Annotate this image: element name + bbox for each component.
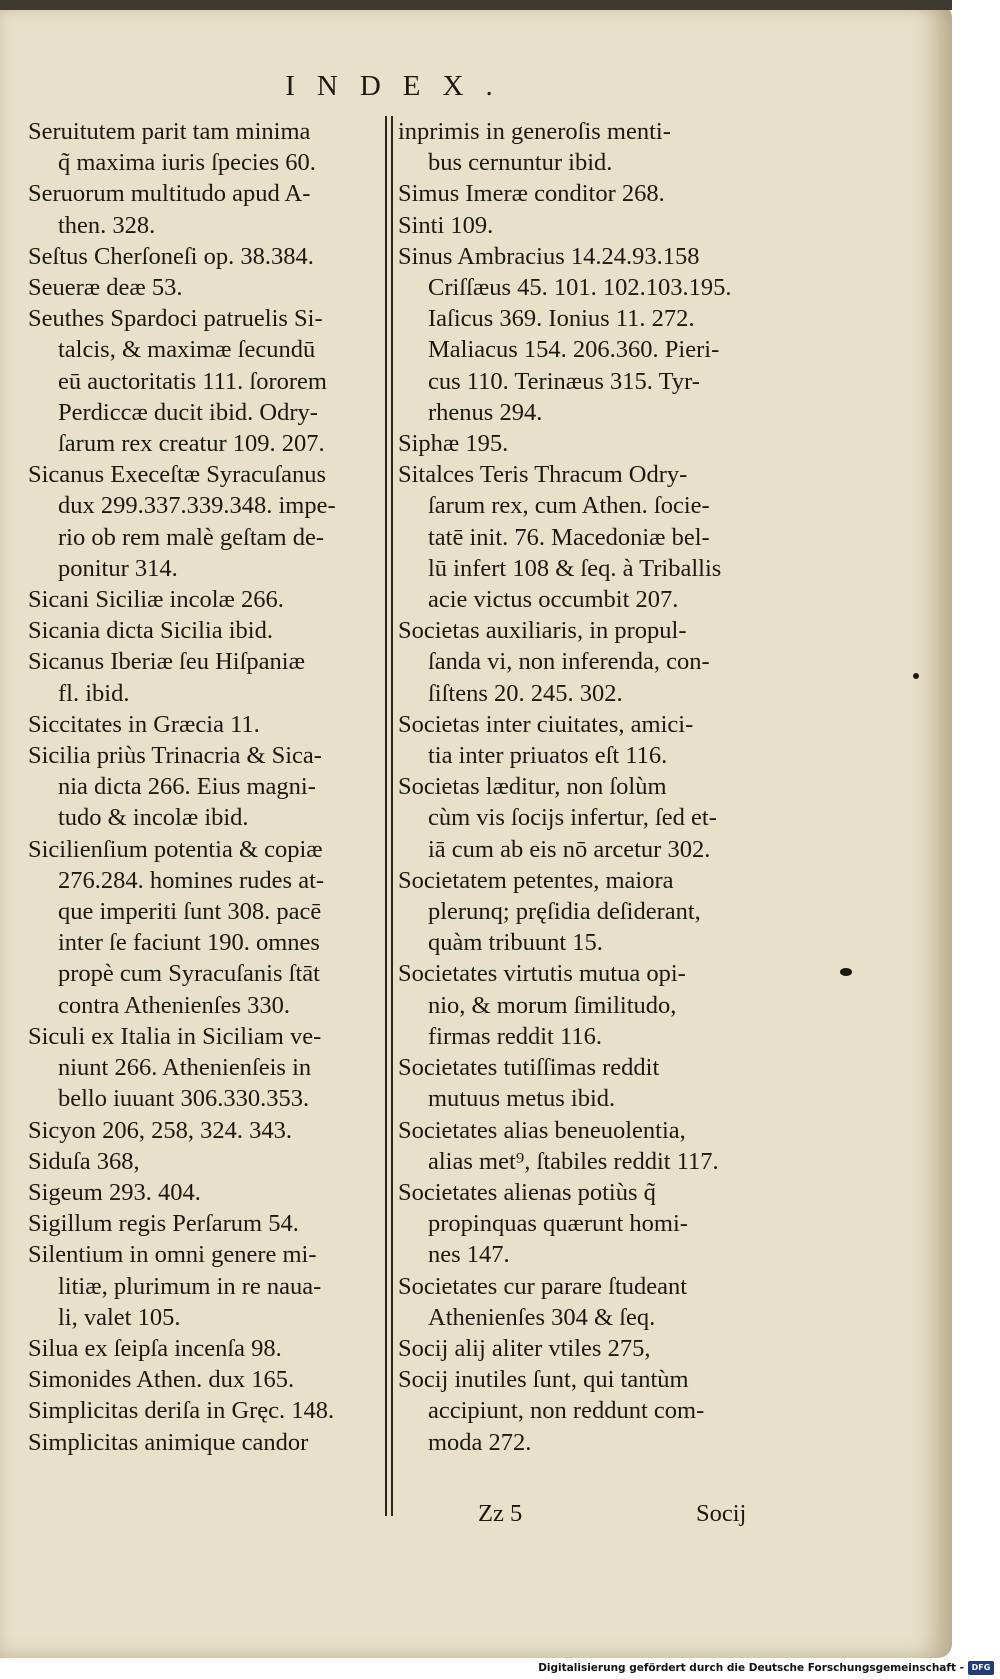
index-column-right (398, 116, 758, 1458)
index-entry (28, 1021, 383, 1115)
entry-headword-line: Siculi ex Italia in Siciliam ve- (28, 1022, 322, 1050)
entry-continuation-line: quàm tribuunt 15. (428, 929, 603, 957)
entry-continuation-line: bus cernuntur ibid. (428, 149, 613, 177)
ink-spot (913, 673, 919, 679)
entry-continuation-line: iā cum ab eis nō arcetur 302. (428, 835, 711, 863)
entry-headword-line: Societas auxiliaris, in propul- (398, 617, 687, 645)
column-rule-right (391, 116, 393, 1516)
entry-continuation-line: firmas reddit 116. (428, 1022, 602, 1050)
entry-continuation-line: tia inter priuatos eſt 116. (428, 742, 668, 770)
index-entry (28, 116, 383, 178)
entry-continuation-line: moda 272. (428, 1428, 532, 1456)
index-entry (398, 1333, 758, 1364)
index-entry (28, 646, 383, 708)
entry-continuation-line: eū auctoritatis 111. ſororem (58, 367, 327, 395)
entry-continuation-line: litiæ, plurimum in re naua- (58, 1272, 322, 1300)
entry-continuation-line: ponitur 314. (58, 554, 178, 582)
entry-continuation-line: bello iuuant 306.330.353. (58, 1085, 310, 1113)
index-entry (28, 1177, 383, 1208)
entry-continuation-line: propè cum Syracuſanis ſtāt (58, 960, 320, 988)
index-entry (28, 1146, 383, 1177)
entry-headword-line: Silentium in omni genere mi- (28, 1241, 317, 1269)
entry-headword-line: Siphæ 195. (398, 430, 509, 458)
entry-continuation-line: talcis, & maximæ ſecundū (58, 336, 316, 364)
index-entry (28, 1333, 383, 1364)
entry-continuation-line: Athenienſes 304 & ſeq. (428, 1303, 656, 1331)
index-entry (28, 303, 383, 459)
entry-headword-line: Societates cur parare ſtudeant (398, 1272, 688, 1300)
index-entry (28, 178, 383, 240)
entry-continuation-line: nes 147. (428, 1241, 510, 1269)
index-entry (398, 116, 758, 178)
entry-headword-line: Silua ex ſeipſa incenſa 98. (28, 1334, 282, 1362)
index-entry (398, 178, 758, 209)
dfg-logo: DFG (968, 1661, 994, 1675)
entry-headword-line: Sicanus Execeſtæ Syracuſanus (28, 461, 327, 489)
index-entry (398, 958, 758, 1052)
entry-headword-line: Sicilia priùs Trinacria & Sica- (28, 742, 322, 770)
catchword: Socij (696, 1500, 747, 1527)
entry-continuation-line: rio ob rem malè geſtam de- (58, 523, 324, 551)
entry-headword-line: Sicyon 206, 258, 324. 343. (28, 1116, 293, 1144)
entry-headword-line: Simus Imeræ conditor 268. (398, 180, 665, 208)
entry-continuation-line: then. 328. (58, 211, 156, 239)
entry-headword-line: Siduſa 368, (28, 1147, 140, 1175)
entry-continuation-line: tatē init. 76. Macedoniæ bel- (428, 523, 710, 551)
entry-continuation-line: fl. ibid. (58, 679, 130, 707)
entry-continuation-line: accipiunt, non reddunt com- (428, 1397, 705, 1425)
entry-continuation-line: ſanda vi, non inferenda, con- (428, 648, 710, 676)
entry-headword-line: Societates tutiſſimas reddit (398, 1054, 660, 1082)
entry-continuation-line: tudo & incolæ ibid. (58, 804, 249, 832)
index-entry (398, 1271, 758, 1333)
entry-headword-line: Seueræ deæ 53. (28, 274, 183, 302)
index-entry (28, 834, 383, 1021)
signature-mark: Zz 5 (478, 1500, 523, 1527)
entry-headword-line: Siccitates in Græcia 11. (28, 710, 260, 738)
entry-headword-line: Sigillum regis Perſarum 54. (28, 1210, 299, 1238)
entry-headword-line: Sicania dicta Sicilia ibid. (28, 617, 273, 645)
entry-headword-line: Sinti 109. (398, 211, 494, 239)
index-entry (398, 709, 758, 771)
entry-headword-line: Seruitutem parit tam minima (28, 118, 311, 145)
scan-right-margin (952, 0, 1000, 1658)
index-entry (398, 615, 758, 709)
entry-continuation-line: rhenus 294. (428, 398, 543, 426)
index-column-left (28, 116, 383, 1458)
entry-continuation-line: cus 110. Terinæus 315. Tyr- (428, 367, 700, 395)
index-entry (28, 709, 383, 740)
scan-top-edge (0, 0, 952, 10)
entry-headword-line: Societas inter ciuitates, amici- (398, 710, 694, 738)
entry-headword-line: Societates virtutis mutua opi- (398, 960, 686, 988)
entry-headword-line: inprimis in generoſis menti- (398, 118, 671, 145)
entry-headword-line: Sigeum 293. 404. (28, 1178, 201, 1206)
entry-continuation-line: Maliacus 154. 206.360. Pieri- (428, 336, 720, 364)
entry-continuation-line: nio, & morum ſimilitudo, (428, 991, 677, 1019)
index-entry (398, 428, 758, 459)
column-rule-left (385, 116, 387, 1516)
entry-headword-line: Societates alias beneuolentia, (398, 1116, 686, 1144)
index-entry (398, 865, 758, 959)
page-header: INDEX. (285, 70, 515, 102)
entry-headword-line: Seſtus Cherſoneſi op. 38.384. (28, 242, 314, 270)
entry-continuation-line: Criſſæus 45. 101. 102.103.195. (428, 274, 732, 302)
entry-continuation-line: lū infert 108 & ſeq. à Triballis (428, 554, 722, 582)
footer-credit: Digitalisierung gefördert durch die Deutsche Forschungsgemeinschaft - (538, 1662, 964, 1674)
entry-headword-line: Sicanus Iberiæ ſeu Hiſpaniæ (28, 648, 305, 676)
index-entry (28, 615, 383, 646)
entry-continuation-line: ſiſtens 20. 245. 302. (428, 679, 623, 707)
entry-continuation-line: dux 299.337.339.348. impe- (58, 492, 336, 520)
index-entry (28, 1239, 383, 1333)
entry-headword-line: Seruorum multitudo apud A- (28, 180, 311, 208)
entry-continuation-line: q̃ maxima iuris ſpecies 60. (58, 149, 316, 177)
entry-continuation-line: mutuus metus ibid. (428, 1085, 616, 1113)
entry-headword-line: Sicani Siciliæ incolæ 266. (28, 586, 284, 614)
index-entry (28, 584, 383, 615)
entry-continuation-line: plerunq; pręſidia deſiderant, (428, 898, 701, 926)
index-entry (398, 771, 758, 865)
entry-headword-line: Societas læditur, non ſolùm (398, 773, 667, 801)
index-entry (398, 1052, 758, 1114)
index-entry (398, 459, 758, 615)
index-entry (28, 1115, 383, 1146)
index-entry (28, 740, 383, 834)
entry-headword-line: Socij inutiles ſunt, qui tantùm (398, 1366, 689, 1394)
entry-headword-line: Societates alienas potiùs q̃ (398, 1178, 656, 1206)
index-entry (398, 1177, 758, 1271)
entry-continuation-line: inter ſe faciunt 190. omnes (58, 929, 320, 957)
entry-headword-line: Societatem petentes, maiora (398, 866, 674, 894)
entry-headword-line: Simplicitas animique candor (28, 1428, 309, 1456)
entry-continuation-line: ſarum rex, cum Athen. ſocie- (428, 492, 710, 520)
index-entry (28, 1395, 383, 1426)
index-entry (398, 210, 758, 241)
entry-continuation-line: alias met⁹, ſtabiles reddit 117. (428, 1147, 719, 1175)
entry-continuation-line: li, valet 105. (58, 1303, 181, 1331)
index-entry (28, 459, 383, 584)
index-entry (28, 1364, 383, 1395)
index-entry (28, 1208, 383, 1239)
entry-headword-line: Simonides Athen. dux 165. (28, 1366, 295, 1394)
entry-continuation-line: acie victus occumbit 207. (428, 586, 679, 614)
entry-continuation-line: contra Athenienſes 330. (58, 991, 291, 1019)
index-entry (398, 1115, 758, 1177)
entry-continuation-line: nia dicta 266. Eius magni- (58, 773, 316, 801)
ink-spot (840, 968, 852, 976)
entry-continuation-line: 276.284. homines rudes at- (58, 866, 325, 894)
entry-continuation-line: ſarum rex creatur 109. 207. (58, 430, 325, 458)
entry-continuation-line: Iaſicus 369. Ionius 11. 272. (428, 305, 695, 333)
entry-headword-line: Seuthes Spardoci patruelis Si- (28, 305, 323, 333)
index-entry (28, 1427, 383, 1458)
index-entry (28, 272, 383, 303)
entry-headword-line: Sinus Ambracius 14.24.93.158 (398, 242, 700, 270)
index-entry (398, 1364, 758, 1458)
entry-headword-line: Socij alij aliter vtiles 275, (398, 1334, 651, 1362)
entry-headword-line: Sicilienſium potentia & copiæ (28, 835, 323, 863)
entry-continuation-line: que imperiti ſunt 308. pacē (58, 898, 322, 926)
entry-continuation-line: propinquas quærunt homi- (428, 1210, 688, 1238)
entry-continuation-line: Perdiccæ ducit ibid. Odry- (58, 398, 318, 426)
entry-headword-line: Sitalces Teris Thracum Odry- (398, 461, 688, 489)
entry-continuation-line: niunt 266. Athenienſeis in (58, 1054, 312, 1082)
entry-headword-line: Simplicitas deriſa in Gręc. 148. (28, 1397, 335, 1425)
index-entry (398, 241, 758, 428)
entry-continuation-line: cùm vis ſocijs infertur, ſed et- (428, 804, 717, 832)
index-entry (28, 241, 383, 272)
